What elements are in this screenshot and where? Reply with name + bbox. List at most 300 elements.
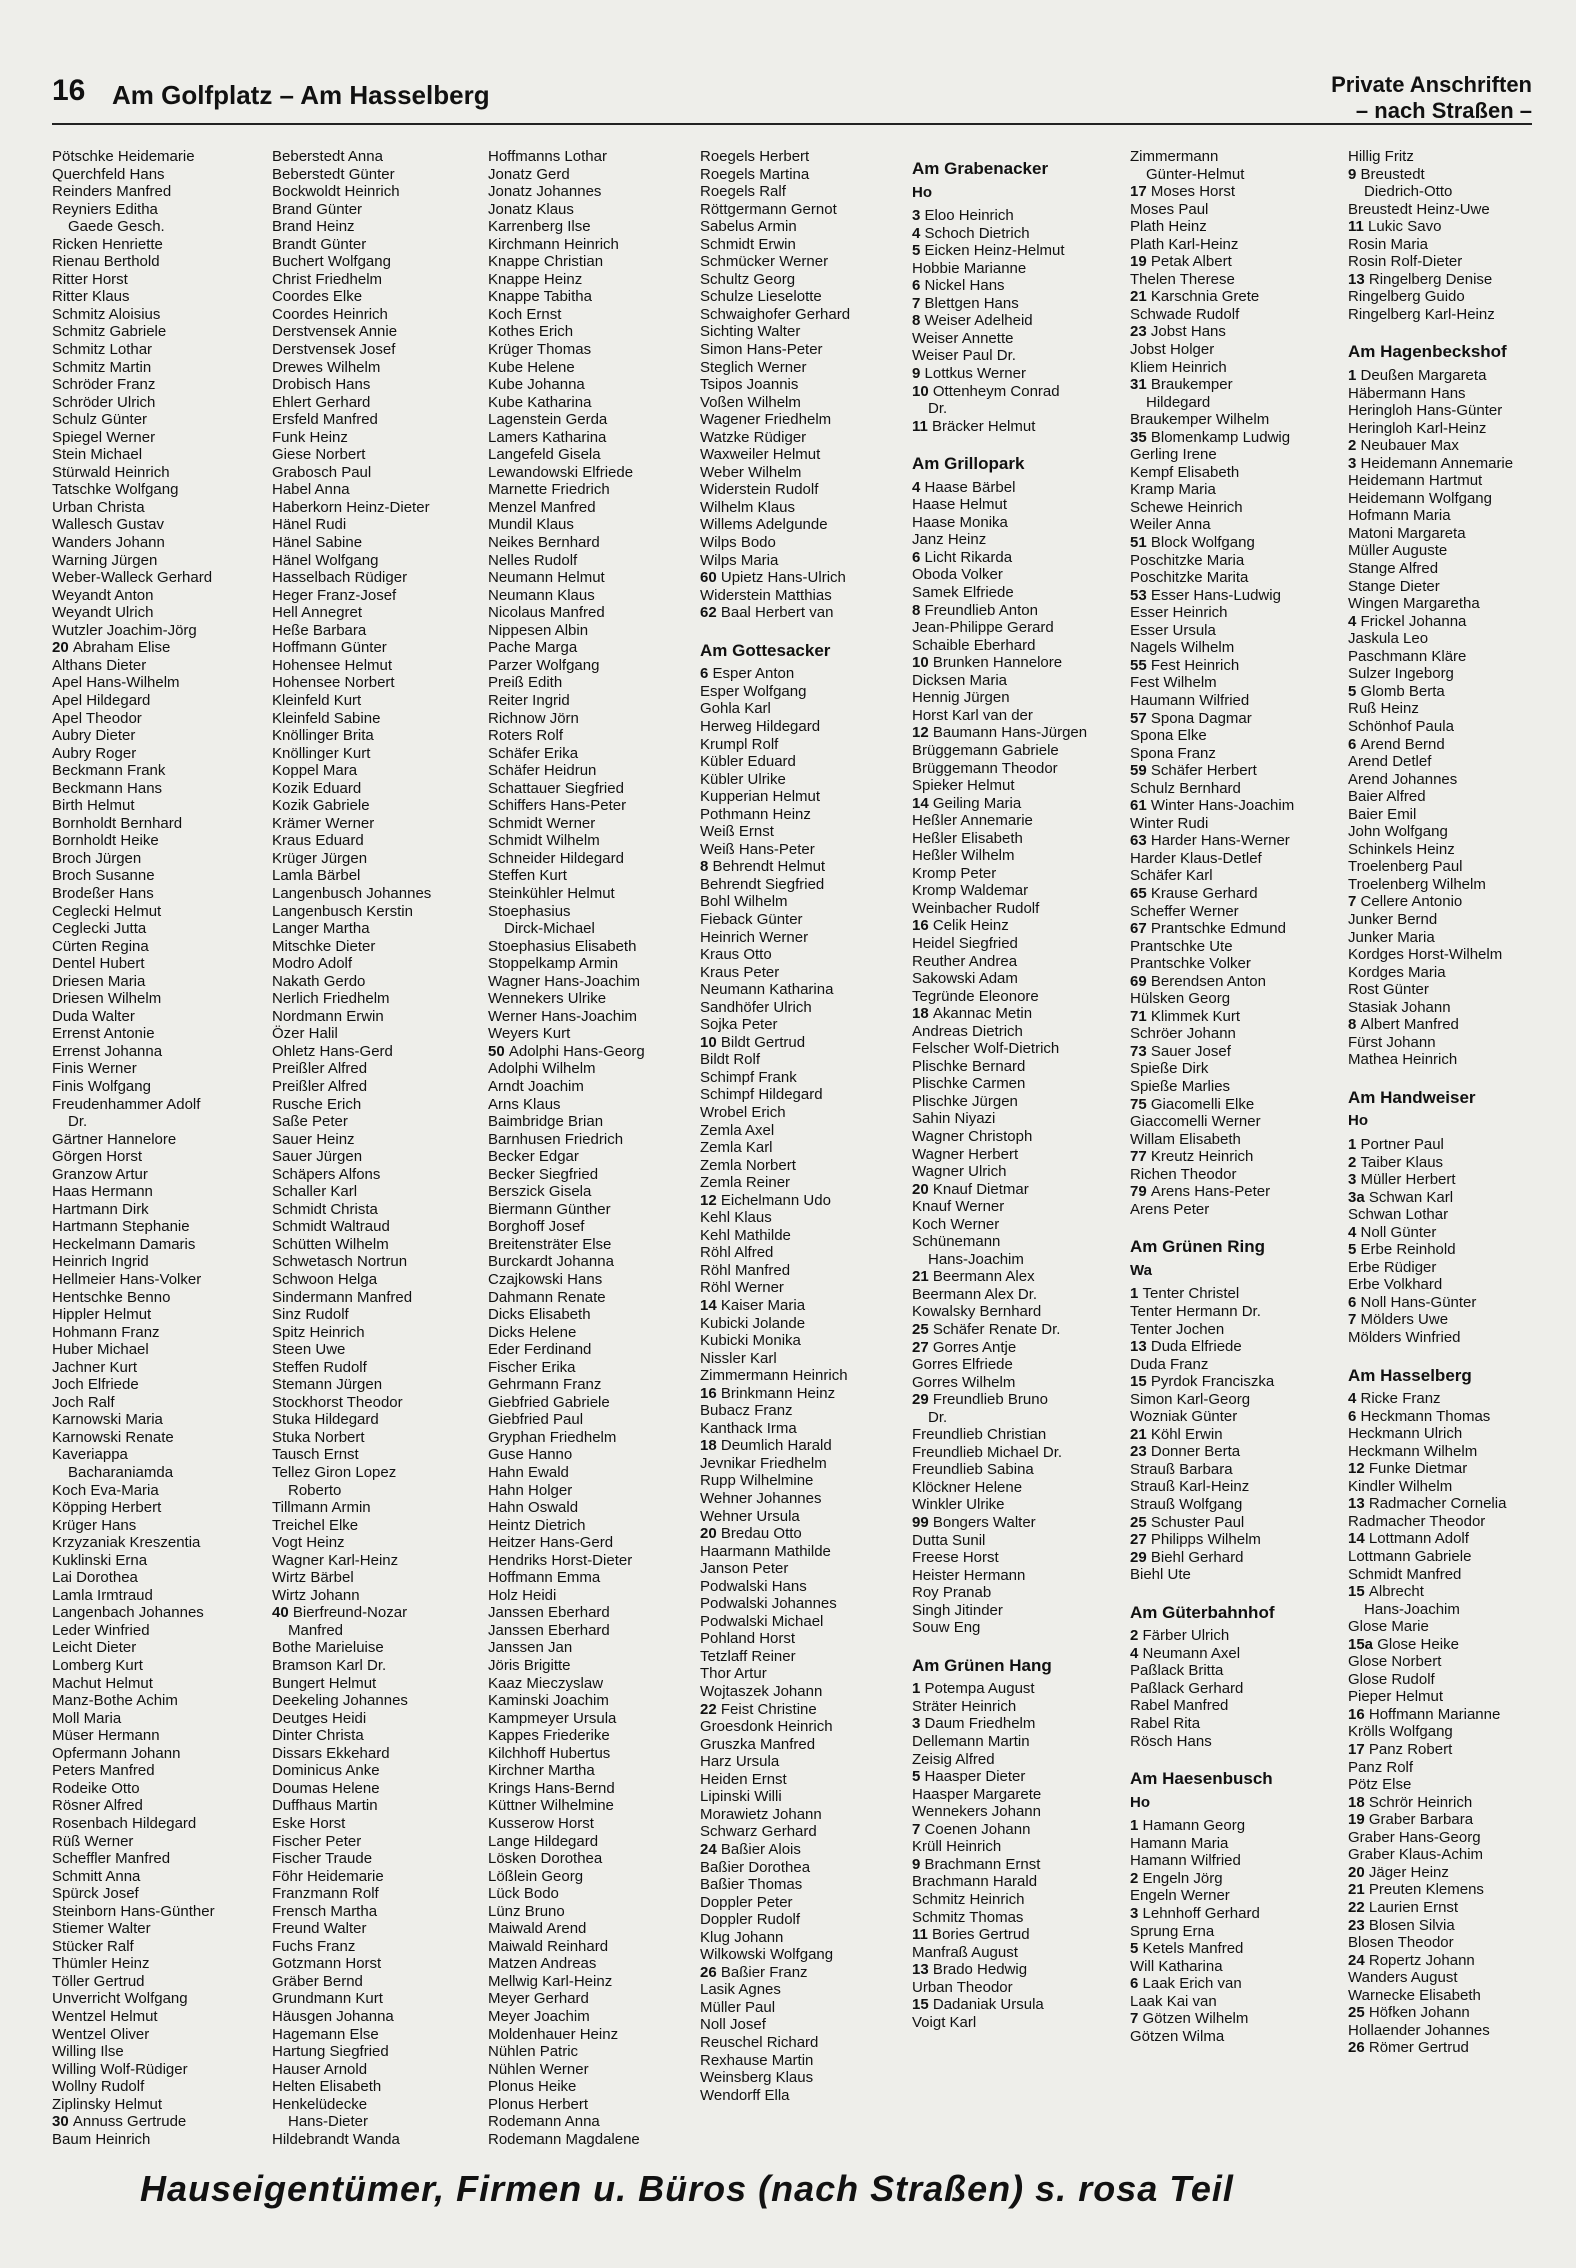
resident-entry: Schwade Rudolf <box>1130 305 1240 323</box>
resident-entry: Roegels Herbert <box>700 148 810 165</box>
resident-entry: Arndt Joachim <box>488 1077 584 1095</box>
resident-entry: Eder Ferdinand <box>488 1341 592 1359</box>
resident-entry: 2 Färber Ulrich <box>1130 1627 1230 1645</box>
resident-entry: Brüggemann Theodor <box>912 759 1058 777</box>
resident-entry: Sprung Erna <box>1130 1922 1215 1940</box>
house-number: 10 <box>912 382 933 400</box>
house-number: 6 <box>700 665 713 683</box>
resident-entry: Gerling Irene <box>1130 446 1217 464</box>
resident-entry: 13 Brado Hedwig <box>912 1961 1028 1979</box>
resident-entry: Spiegel Werner <box>52 428 156 446</box>
house-number: 13 <box>1348 270 1369 288</box>
resident-entry: 20 Bredau Otto <box>700 1525 802 1543</box>
resident-entry: Roters Rolf <box>488 727 564 745</box>
resident-entry: Nissler Karl <box>700 1349 777 1367</box>
resident-entry: Preißler Alfred <box>272 1060 368 1078</box>
house-number: 3 <box>912 207 925 225</box>
resident-entry: Breitensträter Else <box>488 1235 612 1253</box>
resident-entry: 13 Ringelberg Denise <box>1348 270 1493 288</box>
resident-entry: Graber Klaus-Achim <box>1348 1846 1484 1864</box>
resident-entry: 9 Lottkus Werner <box>912 365 1026 383</box>
resident-entry: Hans-Joachim <box>1364 1600 1460 1618</box>
resident-entry: Schmitz Thomas <box>912 1908 1024 1926</box>
resident-entry: 4 Schoch Dietrich <box>912 224 1030 242</box>
house-number: 14 <box>700 1297 721 1314</box>
resident-entry: Spieße Dirk <box>1130 1060 1209 1078</box>
house-number: 5 <box>912 242 925 260</box>
resident-entry: Stange Alfred <box>1348 560 1439 578</box>
resident-entry: Driesen Wilhelm <box>52 990 162 1008</box>
resident-entry: Tetzlaff Reiner <box>700 1647 796 1665</box>
house-number: 3 <box>912 1715 925 1733</box>
resident-entry: Krüger Thomas <box>488 341 592 359</box>
resident-entry: 8 Albert Manfred <box>1348 1016 1459 1034</box>
resident-entry: Freudenhammer Adolf <box>52 1095 201 1113</box>
resident-entry: Hohensee Norbert <box>272 674 395 692</box>
resident-entry: Wanders August <box>1348 1969 1458 1987</box>
resident-entry: Götzen Wilma <box>1130 2027 1225 2045</box>
resident-entry: Neumann Katharina <box>700 981 834 999</box>
resident-entry: Errenst Antonie <box>52 1025 155 1043</box>
resident-entry: Karnowski Maria <box>52 1411 163 1429</box>
resident-entry: Wallesch Gustav <box>52 516 164 534</box>
resident-entry: 1 Deußen Margareta <box>1348 367 1487 385</box>
resident-entry: Dicks Elisabeth <box>488 1306 591 1324</box>
resident-entry: Janz Heinz <box>912 531 987 549</box>
resident-entry: Haase Helmut <box>912 496 1008 514</box>
resident-entry: Lomberg Kurt <box>52 1657 143 1675</box>
resident-entry: Menzel Manfred <box>488 498 596 516</box>
resident-entry: Kozik Eduard <box>272 779 362 797</box>
house-number: 16 <box>912 917 933 935</box>
resident-entry: Drewes Wilhelm <box>272 358 381 376</box>
resident-entry: Heger Franz-Josef <box>272 586 397 604</box>
house-number: 15 <box>912 1996 933 2014</box>
resident-entry: Ringelberg Guido <box>1348 288 1465 306</box>
resident-entry: Apel Hans-Wilhelm <box>52 674 180 692</box>
resident-entry: Rüß Werner <box>52 1832 134 1850</box>
house-number: 11 <box>1348 218 1369 236</box>
house-number: 13 <box>1130 1338 1151 1356</box>
resident-entry: Heringloh Karl-Heinz <box>1348 419 1487 437</box>
house-number: 8 <box>912 601 925 619</box>
house-number: 14 <box>1348 1530 1369 1548</box>
resident-entry: Hoffmann Emma <box>488 1569 601 1587</box>
resident-entry: Sahin Niyazi <box>912 1110 996 1128</box>
resident-entry: Richen Theodor <box>1130 1165 1237 1183</box>
resident-entry: Nerlich Friedhelm <box>272 990 390 1008</box>
resident-entry: 20 Jäger Heinz <box>1348 1863 1449 1881</box>
resident-entry: Schwan Lothar <box>1348 1206 1449 1224</box>
resident-entry: Mathea Heinrich <box>1348 1051 1458 1069</box>
street-heading: Am Haesenbusch <box>1130 1769 1273 1789</box>
resident-entry: 5 Haasper Dieter <box>912 1768 1026 1786</box>
resident-entry: Krüger Jürgen <box>272 849 368 867</box>
resident-entry: Bornholdt Bernhard <box>52 814 183 832</box>
resident-entry: Schulze Lieselotte <box>700 288 822 306</box>
resident-entry: 8 Freundlieb Anton <box>912 601 1038 619</box>
resident-entry: 4 Ricke Franz <box>1348 1390 1441 1408</box>
resident-entry: Koch Ernst <box>488 305 562 323</box>
resident-entry: Beckmann Hans <box>52 779 163 797</box>
resident-entry: 3 Eloo Heinrich <box>912 207 1014 225</box>
resident-entry: Kübler Eduard <box>700 753 796 771</box>
resident-entry: 11 Bräcker Helmut <box>912 417 1036 435</box>
resident-entry: Spona Franz <box>1130 744 1216 762</box>
resident-entry: 29 Freundlieb Bruno <box>912 1391 1048 1409</box>
resident-entry: Lewandowski Elfriede <box>488 463 634 481</box>
resident-entry: 25 Höfken Johann <box>1348 2004 1470 2022</box>
resident-entry: Heidel Siegfried <box>912 934 1018 952</box>
resident-entry: Lipinski Willi <box>700 1788 782 1806</box>
house-number: 3 <box>1348 454 1361 472</box>
house-number: 69 <box>1130 972 1151 990</box>
resident-entry: 61 Winter Hans-Joachim <box>1130 797 1295 815</box>
resident-entry: Fieback Günter <box>700 910 803 928</box>
resident-entry: 15 Albrecht <box>1348 1583 1424 1601</box>
resident-entry: Rösch Hans <box>1130 1732 1212 1750</box>
house-number: 11 <box>912 1926 933 1944</box>
resident-entry: Dutta Sunil <box>912 1531 986 1549</box>
resident-entry: Röhl Manfred <box>700 1261 791 1279</box>
house-number: 65 <box>1130 884 1151 902</box>
resident-entry: Richnow Jörn <box>488 709 579 727</box>
resident-entry: Doppler Peter <box>700 1893 793 1911</box>
house-number: 3 <box>1348 1171 1361 1189</box>
house-number: 75 <box>1130 1095 1151 1113</box>
resident-entry: Modro Adolf <box>272 955 353 973</box>
resident-entry: 25 Schuster Paul <box>1130 1513 1245 1531</box>
resident-entry: Janssen Eberhard <box>488 1604 610 1622</box>
resident-entry: Rösner Alfred <box>52 1797 143 1815</box>
house-number: 1 <box>1130 1285 1143 1303</box>
resident-entry: Behrendt Siegfried <box>700 875 825 893</box>
resident-entry: Knappe Tabitha <box>488 288 592 306</box>
resident-entry: Knöllinger Kurt <box>272 744 371 762</box>
resident-entry: Harder Klaus-Detlef <box>1130 849 1262 867</box>
resident-entry: Schwoon Helga <box>272 1271 378 1288</box>
resident-entry: Langenbusch Johannes <box>272 884 432 902</box>
resident-entry: Maiwald Arend <box>488 1920 587 1938</box>
resident-entry: Koppel Mara <box>272 762 358 780</box>
house-number: 15 <box>1130 1373 1151 1391</box>
resident-entry: Plischke Jürgen <box>912 1092 1018 1110</box>
resident-entry: Podwalski Michael <box>700 1612 824 1630</box>
house-number: 79 <box>1130 1183 1151 1201</box>
resident-entry: Guse Hanno <box>488 1446 573 1464</box>
resident-entry: Hollaender Johannes <box>1348 2021 1490 2039</box>
house-number: 13 <box>912 1961 933 1979</box>
house-number: 30 <box>52 2113 73 2131</box>
resident-entry: Stuka Hildegard <box>272 1411 379 1429</box>
resident-entry: Koch Eva-Maria <box>52 1481 159 1499</box>
resident-entry: Hohmann Franz <box>52 1323 160 1341</box>
house-number: 16 <box>700 1384 721 1402</box>
house-number: 7 <box>1348 1311 1361 1329</box>
resident-entry: Wentzel Helmut <box>52 2007 158 2025</box>
resident-entry: Tenter Hermann Dr. <box>1130 1303 1261 1320</box>
resident-entry: Mellwig Karl-Heinz <box>488 1972 613 1990</box>
house-number: 55 <box>1130 656 1151 674</box>
resident-entry: Heitzer Hans-Gerd <box>488 1534 614 1552</box>
resident-entry: Helten Elisabeth <box>272 2078 382 2096</box>
resident-entry: Kindler Wilhelm <box>1348 1477 1453 1495</box>
resident-entry: Köpping Herbert <box>52 1499 162 1517</box>
resident-entry: Neumann Helmut <box>488 569 605 587</box>
resident-entry: 7 Mölders Uwe <box>1348 1311 1449 1329</box>
house-number: 67 <box>1130 920 1151 938</box>
resident-entry: Willems Adelgunde <box>700 516 828 534</box>
resident-entry: Heister Hermann <box>912 1566 1026 1584</box>
resident-entry: Hoffmann Günter <box>272 639 387 657</box>
resident-entry: Beberstedt Günter <box>272 165 395 183</box>
resident-entry: Deutges Heidi <box>272 1709 367 1727</box>
resident-entry: 6 Nickel Hans <box>912 277 1005 295</box>
resident-entry: Radmacher Theodor <box>1348 1512 1486 1530</box>
resident-entry: Wutzler Joachim-Jörg <box>52 621 197 639</box>
resident-entry: Hans-Dieter <box>288 2113 369 2131</box>
resident-entry: 20 Abraham Elise <box>52 639 171 657</box>
house-number: 18 <box>700 1437 721 1455</box>
resident-entry: Lagenstein Gerda <box>488 411 608 429</box>
resident-entry: Krings Hans-Bernd <box>488 1779 615 1797</box>
resident-entry: Doppler Rudolf <box>700 1911 801 1929</box>
resident-entry: 11 Bories Gertrud <box>912 1926 1030 1944</box>
resident-entry: Schulz Günter <box>52 411 148 429</box>
resident-entry: 71 Klimmek Kurt <box>1130 1007 1241 1025</box>
resident-entry: Thor Artur <box>700 1665 767 1683</box>
resident-entry: Röttgermann Gernot <box>700 200 837 218</box>
resident-entry: Hauser Arnold <box>272 2060 368 2078</box>
resident-entry: 27 Philipps Wilhelm <box>1130 1531 1261 1549</box>
resident-entry: 7 Blettgen Hans <box>912 294 1019 312</box>
resident-entry: Kempf Elisabeth <box>1130 463 1240 481</box>
resident-entry: Sinz Rudolf <box>272 1306 349 1324</box>
resident-entry: 17 Moses Horst <box>1130 183 1236 201</box>
resident-entry: Hülsken Georg <box>1130 990 1231 1008</box>
resident-entry: Maiwald Reinhard <box>488 1937 609 1955</box>
resident-entry: Wingen Margaretha <box>1348 595 1480 613</box>
resident-entry: 16 Celik Heinz <box>912 917 1009 935</box>
resident-entry: Weyandt Ulrich <box>52 604 154 622</box>
resident-entry: Finis Werner <box>52 1060 137 1078</box>
resident-entry: Kothes Erich <box>488 323 574 341</box>
resident-entry: Saße Peter <box>272 1113 348 1131</box>
resident-entry: Lange Hildegard <box>488 1832 599 1850</box>
resident-entry: Schmitz Aloisius <box>52 305 161 323</box>
house-number: 8 <box>912 312 925 330</box>
resident-entry: Ehlert Gerhard <box>272 393 371 411</box>
resident-entry: Sandhöfer Ulrich <box>700 998 812 1016</box>
resident-entry: Souw Eng <box>912 1619 981 1637</box>
district-code: Ho <box>1348 1112 1368 1130</box>
resident-entry: 3a Schwan Karl <box>1348 1188 1454 1206</box>
house-number: 4 <box>1348 612 1361 630</box>
house-number: 12 <box>912 724 933 742</box>
house-number: 40 <box>272 1604 293 1622</box>
resident-entry: Röhl Alfred <box>700 1244 774 1262</box>
resident-entry: 75 Giacomelli Elke <box>1130 1095 1255 1113</box>
page-number: 16 <box>52 74 86 107</box>
resident-entry: Rupp Wilhelmine <box>700 1472 814 1490</box>
resident-entry: Bungert Helmut <box>272 1674 377 1692</box>
resident-entry: Urban Christa <box>52 498 145 516</box>
resident-entry: Junker Bernd <box>1348 910 1438 928</box>
resident-entry: Nicolaus Manfred <box>488 604 605 622</box>
resident-entry: 12 Eichelmann Udo <box>700 1191 831 1209</box>
resident-entry: Hillig Fritz <box>1348 148 1414 165</box>
resident-entry: 19 Petak Albert <box>1130 253 1232 271</box>
resident-entry: Reuther Andrea <box>912 952 1018 970</box>
resident-entry: Stiemer Walter <box>52 1920 151 1938</box>
resident-entry: 13 Radmacher Cornelia <box>1348 1495 1507 1513</box>
resident-entry: Kube Johanna <box>488 376 585 394</box>
resident-entry: Töller Gertrud <box>52 1972 145 1990</box>
resident-entry: Strauß Barbara <box>1130 1460 1233 1478</box>
house-number: 12 <box>700 1191 721 1209</box>
resident-entry: Aubry Roger <box>52 744 137 762</box>
resident-entry: Fischer Traude <box>272 1850 373 1868</box>
resident-entry: Kleinfeld Kurt <box>272 691 362 709</box>
resident-entry: Grundmann Kurt <box>272 1990 383 2008</box>
resident-entry: Ricken Henriette <box>52 235 163 253</box>
resident-entry: Rost Günter <box>1348 981 1429 999</box>
resident-entry: Ruß Heinz <box>1348 700 1419 718</box>
resident-entry: Dinter Christa <box>272 1727 364 1745</box>
resident-entry: Voßen Wilhelm <box>700 393 801 411</box>
resident-entry: Jonatz Gerd <box>488 165 570 183</box>
resident-entry: Henkelüdecke <box>272 2095 368 2113</box>
resident-entry: Steglich Werner <box>700 358 807 376</box>
resident-entry: Breustedt Heinz-Uwe <box>1348 200 1490 218</box>
resident-entry: Wendorff Ella <box>700 2086 790 2104</box>
resident-entry: 60 Upietz Hans-Ulrich <box>700 569 846 587</box>
resident-entry: Zimmermann <box>1130 148 1219 165</box>
resident-entry: Eske Horst <box>272 1814 346 1832</box>
resident-entry: Plischke Carmen <box>912 1075 1026 1093</box>
resident-entry: Wagener Friedhelm <box>700 411 832 429</box>
resident-entry: Fuchs Franz <box>272 1937 356 1955</box>
resident-entry: Rienau Berthold <box>52 253 160 271</box>
section-label <box>1331 72 1532 124</box>
section-label-line1: Private Anschriften <box>1331 72 1532 97</box>
resident-entry: Steinborn Hans-Günther <box>52 1902 215 1920</box>
resident-entry: Zemla Axel <box>700 1121 775 1139</box>
resident-entry: Kaaz Mieczyslaw <box>488 1674 604 1692</box>
resident-entry: Haas Hermann <box>52 1183 153 1201</box>
resident-entry: Wilps Bodo <box>700 534 776 552</box>
resident-entry: Rexhause Martin <box>700 2051 814 2069</box>
house-number: 77 <box>1130 1148 1151 1166</box>
resident-entry: Heinrich Ingrid <box>52 1253 149 1271</box>
resident-entry: Finis Wolfgang <box>52 1077 151 1095</box>
resident-entry: Wojtaszek Johann <box>700 1683 823 1701</box>
house-number: 5 <box>1130 1940 1143 1958</box>
house-number: 19 <box>1348 1811 1369 1829</box>
resident-entry: Moll Maria <box>52 1709 122 1727</box>
resident-entry: 50 Adolphi Hans-Georg <box>488 1042 645 1060</box>
resident-entry: Schütten Wilhelm <box>272 1235 389 1253</box>
resident-entry: Steinkühler Helmut <box>488 884 615 902</box>
resident-entry: Wagner Karl-Heinz <box>272 1551 399 1569</box>
resident-entry: 5 Eicken Heinz-Helmut <box>912 242 1065 260</box>
resident-entry: Stasiak Johann <box>1348 998 1451 1016</box>
resident-entry: 17 Panz Robert <box>1348 1741 1453 1759</box>
resident-entry: Stein Michael <box>52 446 143 464</box>
resident-entry: Poschitzke Maria <box>1130 551 1245 569</box>
resident-entry: Freund Walter <box>272 1920 367 1938</box>
house-number: 27 <box>912 1338 933 1356</box>
resident-entry: Althans Dieter <box>52 656 147 674</box>
resident-entry: Steen Uwe <box>272 1341 346 1359</box>
resident-entry: Haarmann Mathilde <box>700 1542 831 1560</box>
resident-entry: 79 Arens Hans-Peter <box>1130 1183 1271 1201</box>
resident-entry: Stürwald Heinrich <box>52 463 170 481</box>
resident-entry: Lamla Irmtraud <box>52 1586 153 1604</box>
resident-entry: Janssen Jan <box>488 1639 573 1657</box>
resident-entry: 1 Hamann Georg <box>1130 1817 1246 1835</box>
resident-entry: Nakath Gerdo <box>272 972 366 990</box>
resident-entry: Kraus Eduard <box>272 832 364 850</box>
resident-entry: 69 Berendsen Anton <box>1130 972 1266 990</box>
resident-entry: Freundlieb Sabina <box>912 1461 1034 1479</box>
resident-entry: Dicks Helene <box>488 1323 577 1341</box>
resident-entry: Heidemann Hartmut <box>1348 472 1483 490</box>
resident-entry: Jonatz Klaus <box>488 200 574 218</box>
resident-entry: Kubicki Monika <box>700 1332 801 1350</box>
resident-entry: Holz Heidi <box>488 1586 557 1604</box>
resident-entry: Ziplinsky Helmut <box>52 2095 163 2113</box>
directory-column-4 <box>700 148 850 2104</box>
resident-entry: Röhl Werner <box>700 1279 784 1297</box>
resident-entry: 62 Baal Herbert van <box>700 604 834 622</box>
resident-entry: Wollny Rudolf <box>52 2078 145 2096</box>
resident-entry: 5 Ketels Manfred <box>1130 1940 1244 1958</box>
resident-entry: Baßier Dorothea <box>700 1858 811 1876</box>
resident-entry: Weiler Anna <box>1130 516 1211 534</box>
resident-entry: Leder Winfried <box>52 1621 150 1639</box>
resident-entry: Hagemann Else <box>272 2025 379 2043</box>
house-number: 6 <box>1130 1975 1143 1993</box>
resident-entry: Bubacz Franz <box>700 1402 793 1420</box>
house-number: 73 <box>1130 1042 1151 1060</box>
resident-entry: Kirchner Martha <box>488 1762 595 1780</box>
resident-entry: Manz-Bothe Achim <box>52 1692 178 1710</box>
resident-entry: Paßlack Gerhard <box>1130 1679 1244 1697</box>
resident-entry: Stockhorst Theodor <box>272 1393 403 1411</box>
resident-entry: Esper Wolfgang <box>700 682 807 700</box>
house-number: 21 <box>912 1268 933 1286</box>
resident-entry: Kube Katharina <box>488 393 592 411</box>
resident-entry: Hartung Siegfried <box>272 2043 389 2061</box>
resident-entry: Knappe Heinz <box>488 270 583 288</box>
resident-entry: Becker Siegfried <box>488 1165 599 1183</box>
resident-entry: Sauer Jürgen <box>272 1148 363 1166</box>
resident-entry: Ritter Horst <box>52 270 128 288</box>
resident-entry: Joch Elfriede <box>52 1376 139 1394</box>
house-number: 63 <box>1130 832 1151 850</box>
district-code: Wa <box>1130 1261 1152 1279</box>
resident-entry: Hofmann Maria <box>1348 507 1451 525</box>
resident-entry: Nühlen Werner <box>488 2060 589 2078</box>
resident-entry: Prantschke Volker <box>1130 955 1251 973</box>
resident-entry: Hartmann Stephanie <box>52 1218 190 1236</box>
resident-entry: Gehrmann Franz <box>488 1376 602 1394</box>
resident-entry: Kube Helene <box>488 358 575 376</box>
house-number: 4 <box>1348 1390 1361 1408</box>
resident-entry: 21 Beermann Alex <box>912 1268 1035 1286</box>
resident-entry: Giebfried Gabriele <box>488 1393 610 1411</box>
